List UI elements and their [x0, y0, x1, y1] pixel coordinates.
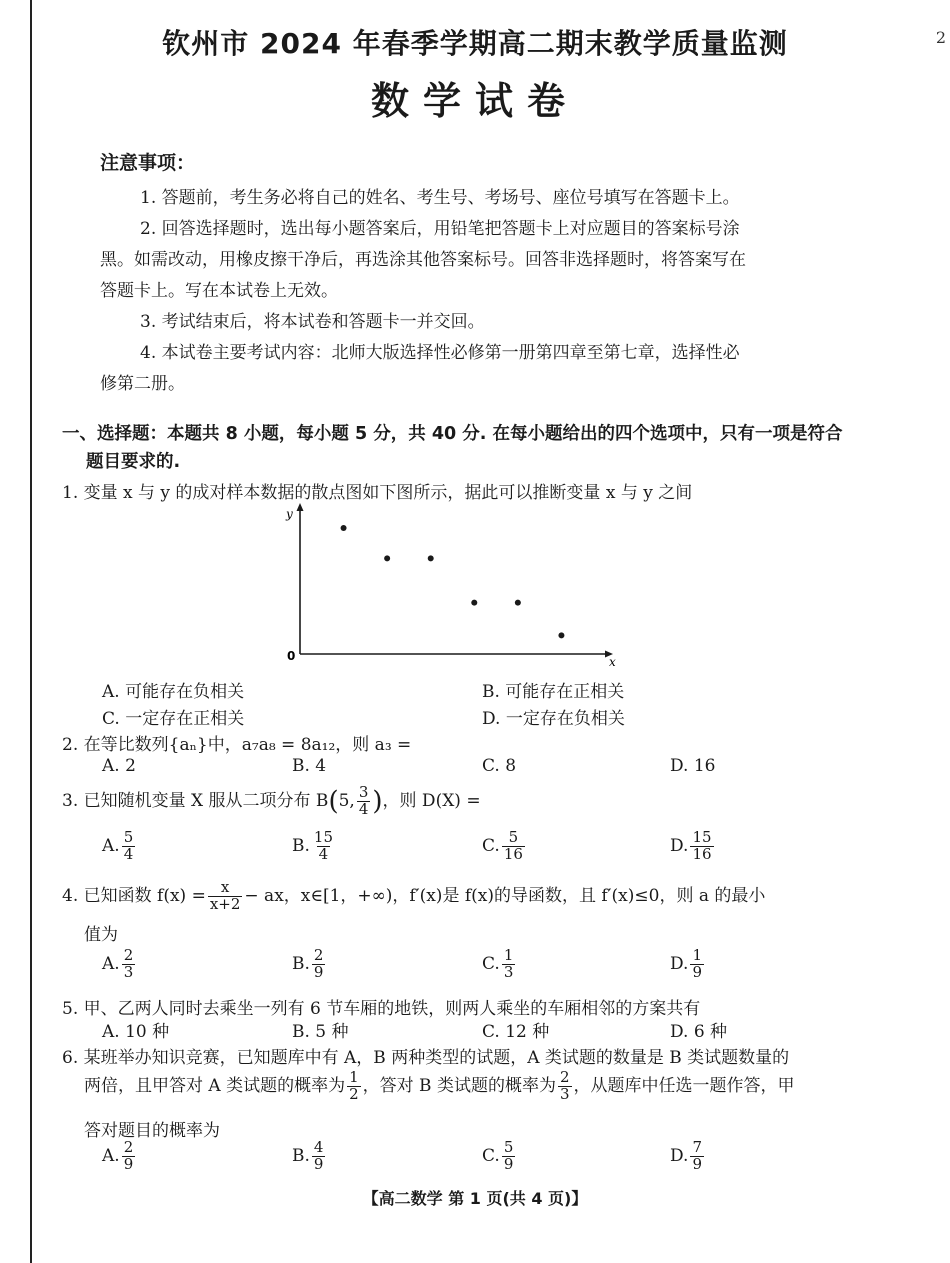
- x-axis-label: x: [609, 655, 616, 669]
- question-6-stem-cont-2: 答对题目的概率为: [84, 1121, 220, 1141]
- question-3-stem: [62, 785, 481, 818]
- question-5-option-a: A. 10 种: [102, 1022, 170, 1042]
- question-5-option-b: B. 5 种: [292, 1022, 349, 1042]
- y-axis-arrow: [297, 503, 304, 511]
- question-3-option-d: D. $\frac{15}{16}$: [670, 828, 712, 863]
- scatter-point-2: [384, 555, 390, 561]
- question-3-option-b: B. $\frac{15}{4}$: [292, 828, 333, 863]
- scatter-point-3: [428, 555, 434, 561]
- q3-stem-fraction: $\frac{3}{4}$: [358, 783, 369, 818]
- question-4-stem: [62, 880, 765, 913]
- question-2-option-c: C. 8: [482, 756, 517, 776]
- notice-line: 2. 回答选择题时，选出每小题答案后，用铅笔把答题卡上对应题目的答案标号涂: [140, 219, 740, 239]
- notice-heading: 注意事项：: [100, 152, 196, 174]
- question-5-stem: 5. 甲、乙两人同时去乘坐一列有 6 节车厢的地铁，则两人乘坐的车厢相邻的方案共有: [62, 999, 701, 1019]
- question-1-option-c: C. 一定存在正相关: [102, 709, 245, 729]
- q3-stem-args: 5,: [338, 790, 355, 811]
- exam-subtitle: 数学试卷: [370, 79, 579, 123]
- paren-open: (: [328, 786, 339, 817]
- question-6-option-c: C. $\frac{5}{9}$: [482, 1138, 514, 1173]
- page-footer: 【高二数学 第 1 页(共 4 页)】: [362, 1189, 588, 1208]
- question-4-option-a: A. $\frac{2}{3}$: [102, 946, 134, 981]
- exam-title: 钦州市 2024 年春季学期高二期末教学质量监测: [162, 27, 788, 60]
- notice-line: 1. 答题前，考生务必将自己的姓名、考生号、考场号、座位号填写在答题卡上。: [140, 188, 740, 208]
- binding-line: [30, 0, 32, 1263]
- question-5-option-d: D. 6 种: [670, 1022, 728, 1042]
- y-axis-label: y: [286, 507, 293, 521]
- notice-line: 黑。如需改动，用橡皮擦干净后，再选涂其他答案标号。回答非选择题时，将答案写在: [100, 250, 746, 270]
- scatter-point-5: [515, 600, 521, 606]
- question-6-option-b: B. $\frac{4}{9}$: [292, 1138, 324, 1173]
- paren-close: ): [372, 786, 383, 817]
- question-4-option-d: D. $\frac{1}{9}$: [670, 946, 702, 981]
- q4-stem-suffix: − ax，x∈[1，+∞)，f′(x)是 f(x)的导函数，且 f′(x)≤0，则 a 的最小: [244, 885, 766, 906]
- question-1-stem: 1. 变量 x 与 y 的成对样本数据的散点图如下图所示，据此可以推断变量 x 与 y 之间: [62, 483, 693, 503]
- question-1-option-a: A. 可能存在负相关: [102, 682, 245, 702]
- question-6-stem-cont: 两倍，且甲答对 A 类试题的概率为 $\frac{1}{2}$ ，答对 B 类试题的概率为 $\frac{2}{3}$ ，从题库中任选一题作答，甲: [84, 1068, 795, 1103]
- question-4-option-b: B. $\frac{2}{9}$: [292, 946, 324, 981]
- notice-line: 修第二册。: [100, 374, 185, 394]
- notice-line: 3. 考试结束后，将本试卷和答题卡一并交回。: [140, 312, 485, 332]
- page-corner-mark: 2: [935, 28, 946, 47]
- question-3-option-a: A. $\frac{5}{4}$: [102, 828, 134, 863]
- q3-stem-suffix: ，则 D(X) =: [382, 790, 481, 811]
- scatter-point-4: [471, 600, 477, 606]
- question-2-stem: 2. 在等比数列{aₙ}中，a₇a₈ = 8a₁₂，则 a₃ =: [62, 735, 412, 755]
- origin-label: 0: [287, 649, 296, 663]
- section-heading: 一、选择题：本题共 8 小题，每小题 5 分，共 40 分. 在每小题给出的四个选项中，只有一项是符合: [62, 424, 843, 444]
- scatter-plot: [280, 502, 620, 672]
- q4-stem-prefix: 4. 已知函数 f(x) =: [62, 885, 206, 906]
- question-1-option-b: B. 可能存在正相关: [482, 682, 625, 702]
- q3-stem-prefix: 3. 已知随机变量 X 服从二项分布 B: [62, 790, 329, 811]
- notice-line: 4. 本试卷主要考试内容：北师大版选择性必修第一册第四章至第七章，选择性必: [140, 343, 740, 363]
- question-6-option-d: D. $\frac{7}{9}$: [670, 1138, 702, 1173]
- scatter-point-1: [341, 525, 347, 531]
- question-4-stem-cont: 值为: [84, 925, 118, 945]
- question-6-stem: 6. 某班举办知识竞赛，已知题库中有 A，B 两种类型的试题，A 类试题的数量是 B 类试题数量的: [62, 1048, 790, 1068]
- question-2-option-a: A. 2: [102, 756, 136, 776]
- scatter-point-6: [558, 632, 564, 638]
- question-2-option-b: B. 4: [292, 756, 327, 776]
- notice-line: 答题卡上。写在本试卷上无效。: [100, 281, 338, 301]
- question-1-option-d: D. 一定存在负相关: [482, 709, 625, 729]
- question-5-option-c: C. 12 种: [482, 1022, 550, 1042]
- question-6-option-a: A. $\frac{2}{9}$: [102, 1138, 134, 1173]
- q4-stem-fraction: $\frac{x}{x+2}$: [209, 878, 241, 913]
- question-4-option-c: C. $\frac{1}{3}$: [482, 946, 514, 981]
- question-3-option-c: C. $\frac{5}{16}$: [482, 828, 523, 863]
- question-2-option-d: D. 16: [670, 756, 716, 776]
- section-heading-cont: 题目要求的.: [86, 452, 181, 472]
